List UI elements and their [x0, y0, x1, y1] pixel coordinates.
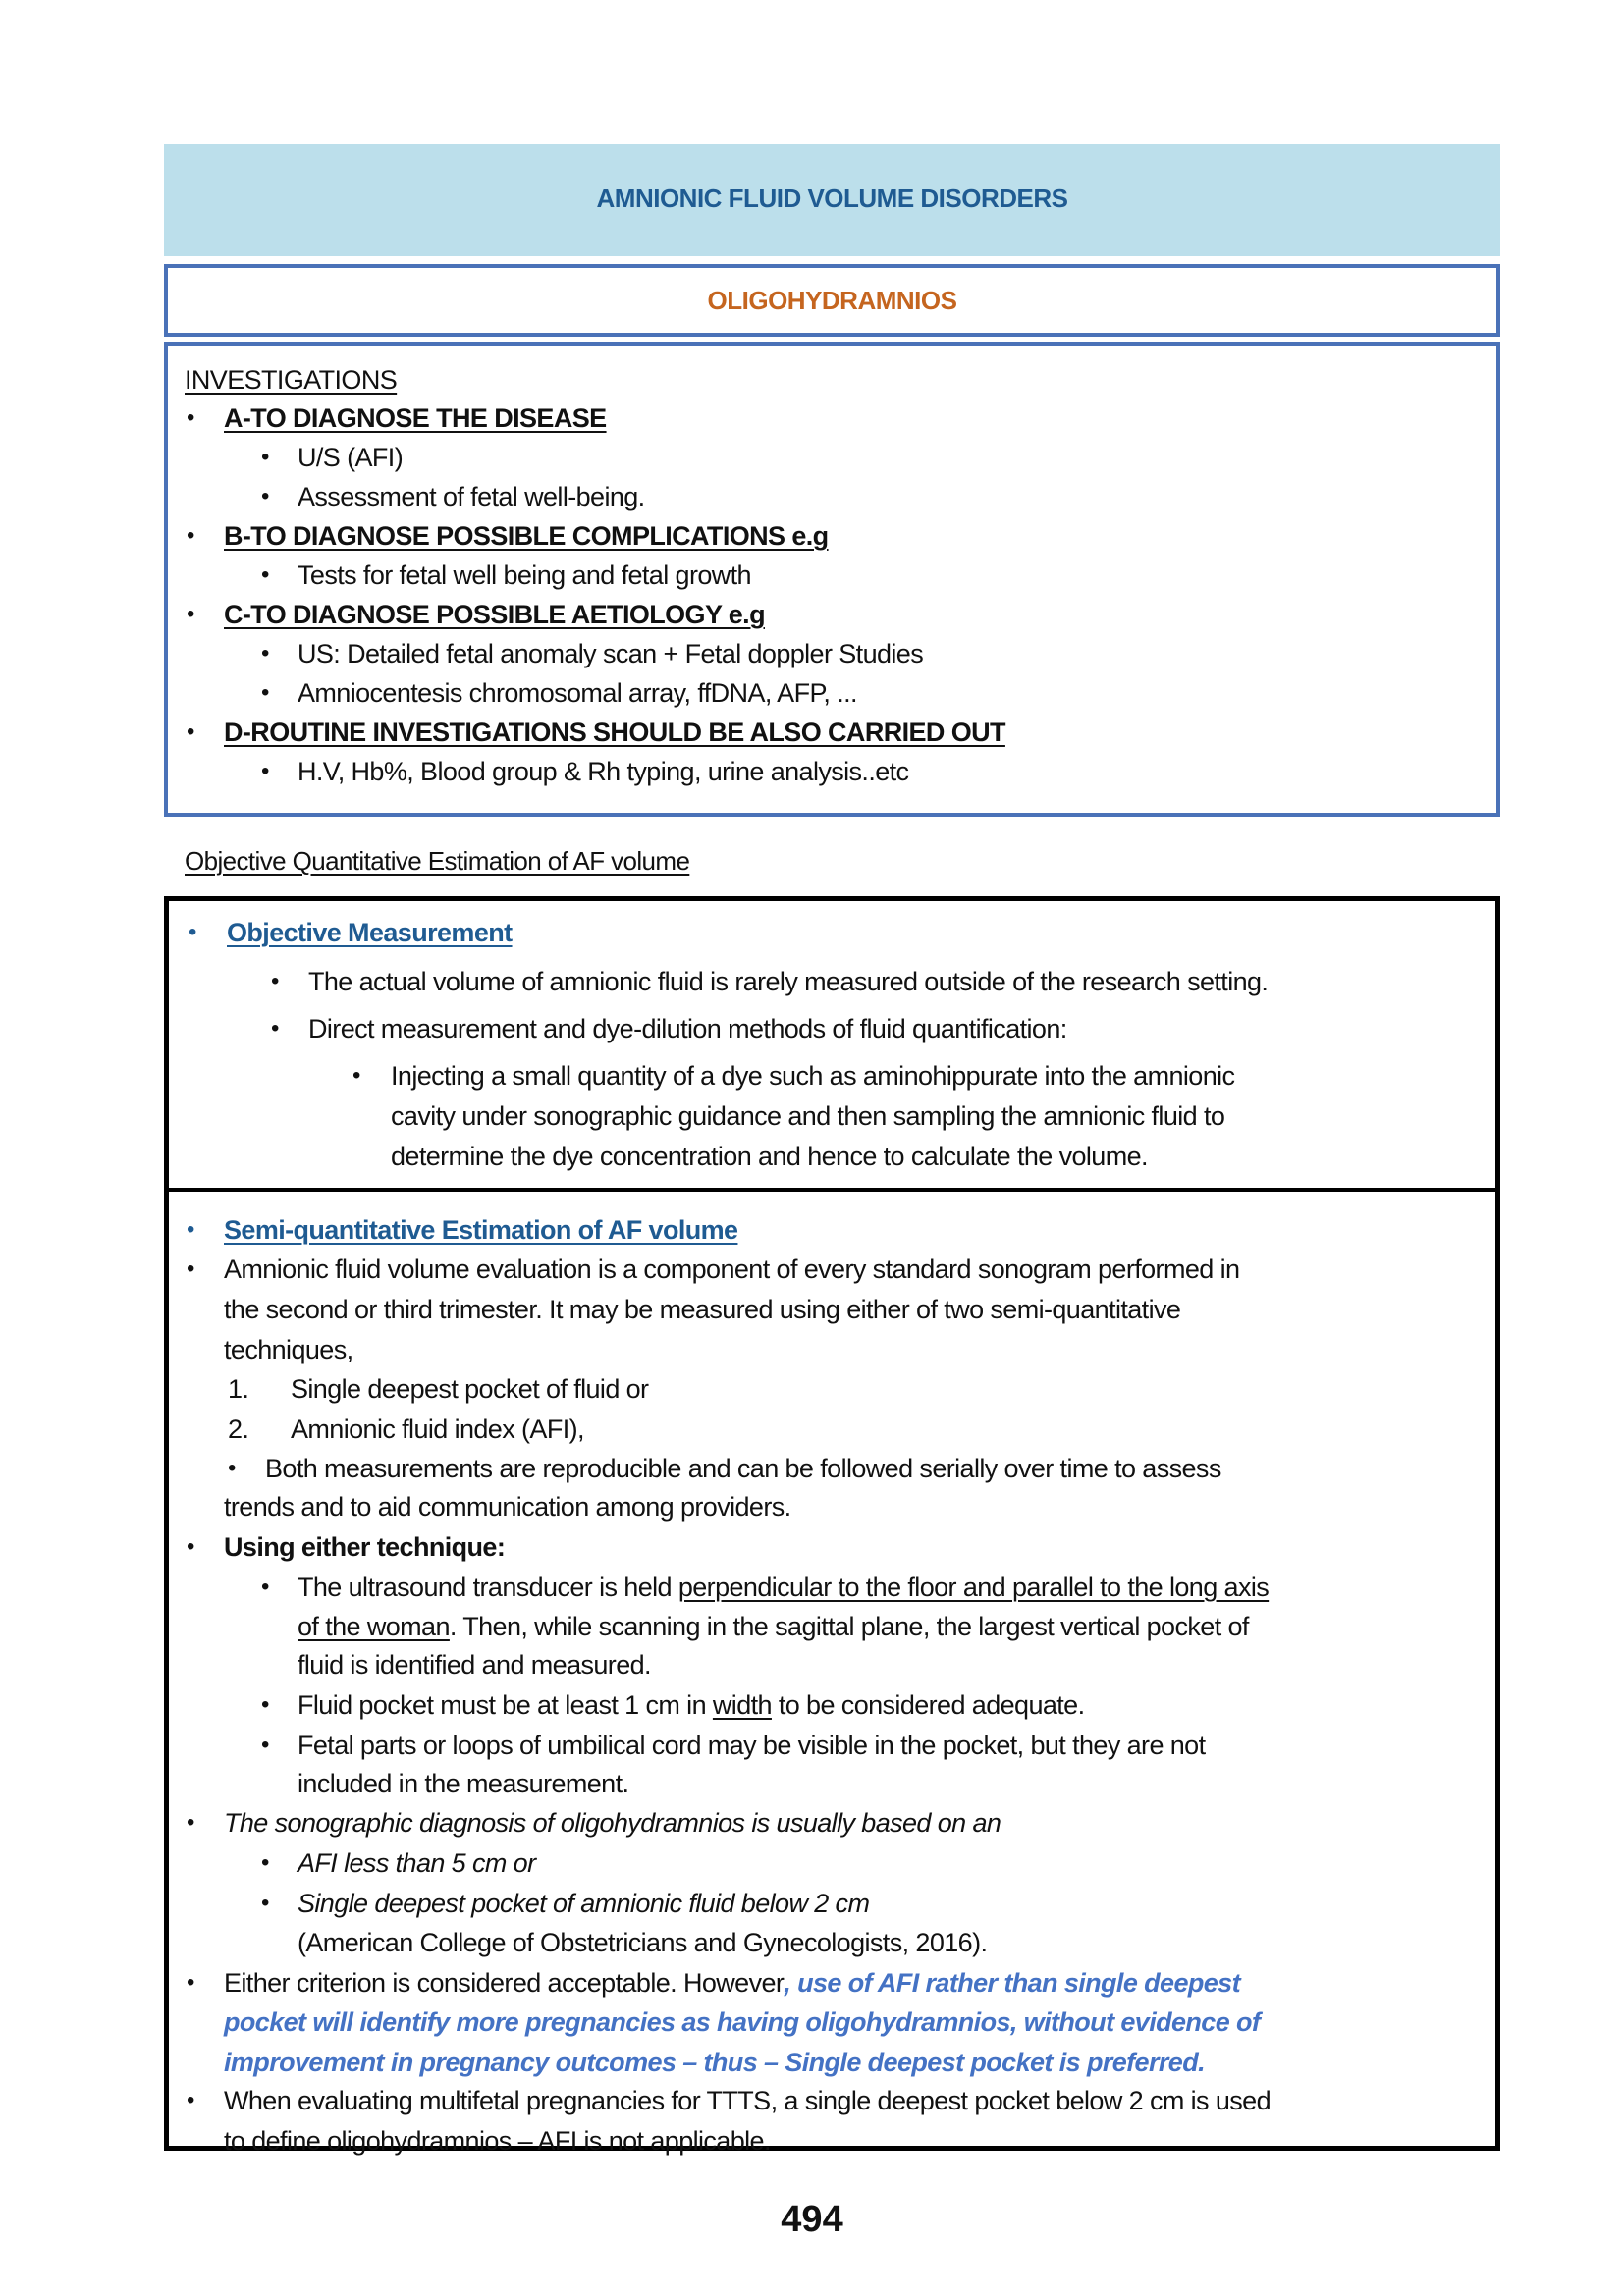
list-item: AFI less than 5 cm or: [298, 1848, 536, 1878]
bullet-icon: •: [187, 1216, 195, 1243]
bullet-icon: •: [187, 404, 195, 431]
bullet-icon: •: [261, 561, 270, 588]
bullet-icon: •: [187, 1809, 195, 1836]
text: The ultrasound transducer is held: [298, 1573, 678, 1602]
list-item: US: Detailed fetal anomaly scan + Fetal doppler Studies: [298, 639, 924, 668]
list-item: U/S (AFI): [298, 443, 404, 472]
investigations-heading: INVESTIGATIONS: [185, 365, 398, 395]
bullet-icon: •: [271, 968, 280, 994]
bullet-icon: •: [261, 1890, 270, 1916]
paragraph-line: When evaluating multifetal pregnancies for TTTS, a single deepest pocket below 2 cm is used: [224, 2086, 1271, 2115]
paragraph-line: [298, 1568, 1269, 1607]
bullet-icon: •: [228, 1455, 237, 1481]
emphasized-text: improvement in pregnancy outcomes – thus – Single deepest pocket is preferred.: [224, 2048, 1205, 2077]
section-title-box: [164, 264, 1500, 337]
bullet-icon: •: [271, 1015, 280, 1041]
underlined-text: perpendicular to the floor and parallel to the long axis: [677, 1573, 1270, 1602]
paragraph-line: techniques,: [224, 1335, 353, 1364]
paragraph-line: included in the measurement.: [298, 1769, 629, 1798]
list-item: The actual volume of amnionic fluid is rarely measured outside of the research setting.: [308, 967, 1269, 996]
text: Fluid pocket must be at least 1 cm in: [298, 1690, 713, 1720]
group-a-title: A-TO DIAGNOSE THE DISEASE: [224, 403, 607, 433]
list-item: Single deepest pocket of amnionic fluid below 2 cm: [298, 1889, 870, 1918]
list-number: 2.: [228, 1415, 249, 1444]
bullet-icon: •: [261, 679, 270, 706]
list-item-line: determine the dye concentration and hence to calculate the volume.: [391, 1142, 1148, 1171]
group-d-title: D-ROUTINE INVESTIGATIONS SHOULD BE ALSO CARRIED OUT: [224, 718, 1005, 747]
list-item: Tests for fetal well being and fetal growth: [298, 561, 751, 590]
bullet-icon: •: [261, 1732, 270, 1758]
group-b-title: B-TO DIAGNOSE POSSIBLE COMPLICATIONS e.g: [224, 521, 829, 551]
objective-estimation-label: Objective Quantitative Estimation of AF volume: [185, 846, 690, 876]
bullet-icon: •: [261, 640, 270, 667]
paragraph-line: the second or third trimester. It may be measured using either of two semi-quantitative: [224, 1295, 1181, 1324]
group-c-title: C-TO DIAGNOSE POSSIBLE AETIOLOGY e.g: [224, 600, 765, 629]
bullet-icon: •: [261, 444, 270, 470]
bullet-icon: •: [261, 1849, 270, 1876]
chapter-header: [164, 144, 1500, 256]
section-title: OLIGOHYDRAMNIOS: [707, 286, 957, 315]
paragraph-line: [298, 1607, 1249, 1646]
bullet-icon: •: [261, 1691, 270, 1718]
objective-measurement-heading: Objective Measurement: [227, 918, 513, 947]
using-either-heading: Using either technique:: [224, 1532, 506, 1562]
list-item: Amniocentesis chromosomal array, ffDNA, AFP, ...: [298, 678, 857, 708]
bullet-icon: •: [352, 1062, 361, 1089]
text: to be considered adequate.: [771, 1690, 1085, 1720]
list-item-line: Injecting a small quantity of a dye such as aminohippurate into the amnionic: [391, 1061, 1235, 1091]
paragraph-line: Both measurements are reproducible and can be followed serially over time to assess: [265, 1454, 1221, 1483]
chapter-title: AMNIONIC FLUID VOLUME DISORDERS: [596, 184, 1068, 213]
numbered-item: Single deepest pocket of fluid or: [291, 1374, 649, 1404]
semi-quant-heading: Semi-quantitative Estimation of AF volume: [224, 1215, 738, 1245]
text: . Then, while scanning in the sagittal plane, the largest vertical pocket of: [449, 1612, 1249, 1641]
bullet-icon: •: [261, 758, 270, 784]
bullet-icon: •: [187, 1255, 195, 1282]
section-divider: [164, 1188, 1500, 1192]
list-number: 1.: [228, 1374, 249, 1404]
paragraph-line: The sonographic diagnosis of oligohydramnios is usually based on an: [224, 1808, 1001, 1838]
bullet-icon: •: [187, 1969, 195, 1996]
emphasized-text: , use of AFI rather than single deepest: [784, 1968, 1240, 1998]
list-item: Direct measurement and dye-dilution methods of fluid quantification:: [308, 1014, 1067, 1043]
bullet-icon: •: [189, 919, 197, 945]
numbered-item: Amnionic fluid index (AFI),: [291, 1415, 584, 1444]
paragraph-line: Amnionic fluid volume evaluation is a component of every standard sonogram performed in: [224, 1255, 1240, 1284]
paragraph-line: [298, 1685, 1085, 1725]
citation: (American College of Obstetricians and Gynecologists, 2016).: [298, 1928, 988, 1957]
list-item: H.V, Hb%, Blood group & Rh typing, urine analysis..etc: [298, 757, 909, 786]
page-number: 494: [781, 2199, 843, 2240]
bullet-icon: •: [187, 522, 195, 549]
bullet-icon: •: [261, 483, 270, 509]
underlined-text: width: [712, 1690, 772, 1720]
paragraph-line: [224, 1963, 1240, 2002]
paragraph-line: Fetal parts or loops of umbilical cord may be visible in the pocket, but they are not: [298, 1731, 1206, 1760]
bullet-icon: •: [187, 1533, 195, 1560]
list-item: Assessment of fetal well-being.: [298, 482, 645, 511]
underlined-text: of the woman: [298, 1612, 450, 1641]
bullet-icon: •: [187, 719, 195, 745]
text: Either criterion is considered acceptable. However: [224, 1968, 785, 1998]
list-item-line: cavity under sonographic guidance and then sampling the amnionic fluid to: [391, 1101, 1225, 1131]
paragraph-line: fluid is identified and measured.: [298, 1650, 651, 1680]
bullet-icon: •: [261, 1574, 270, 1600]
paragraph-line: trends and to aid communication among providers.: [224, 1492, 791, 1522]
emphasized-text: pocket will identify more pregnancies as having oligohydramnios, without evidence of: [224, 2007, 1261, 2037]
bullet-icon: •: [187, 601, 195, 627]
paragraph-line: to define oligohydramnios – AFI is not applicable.: [224, 2126, 771, 2156]
bullet-icon: •: [187, 2087, 195, 2113]
